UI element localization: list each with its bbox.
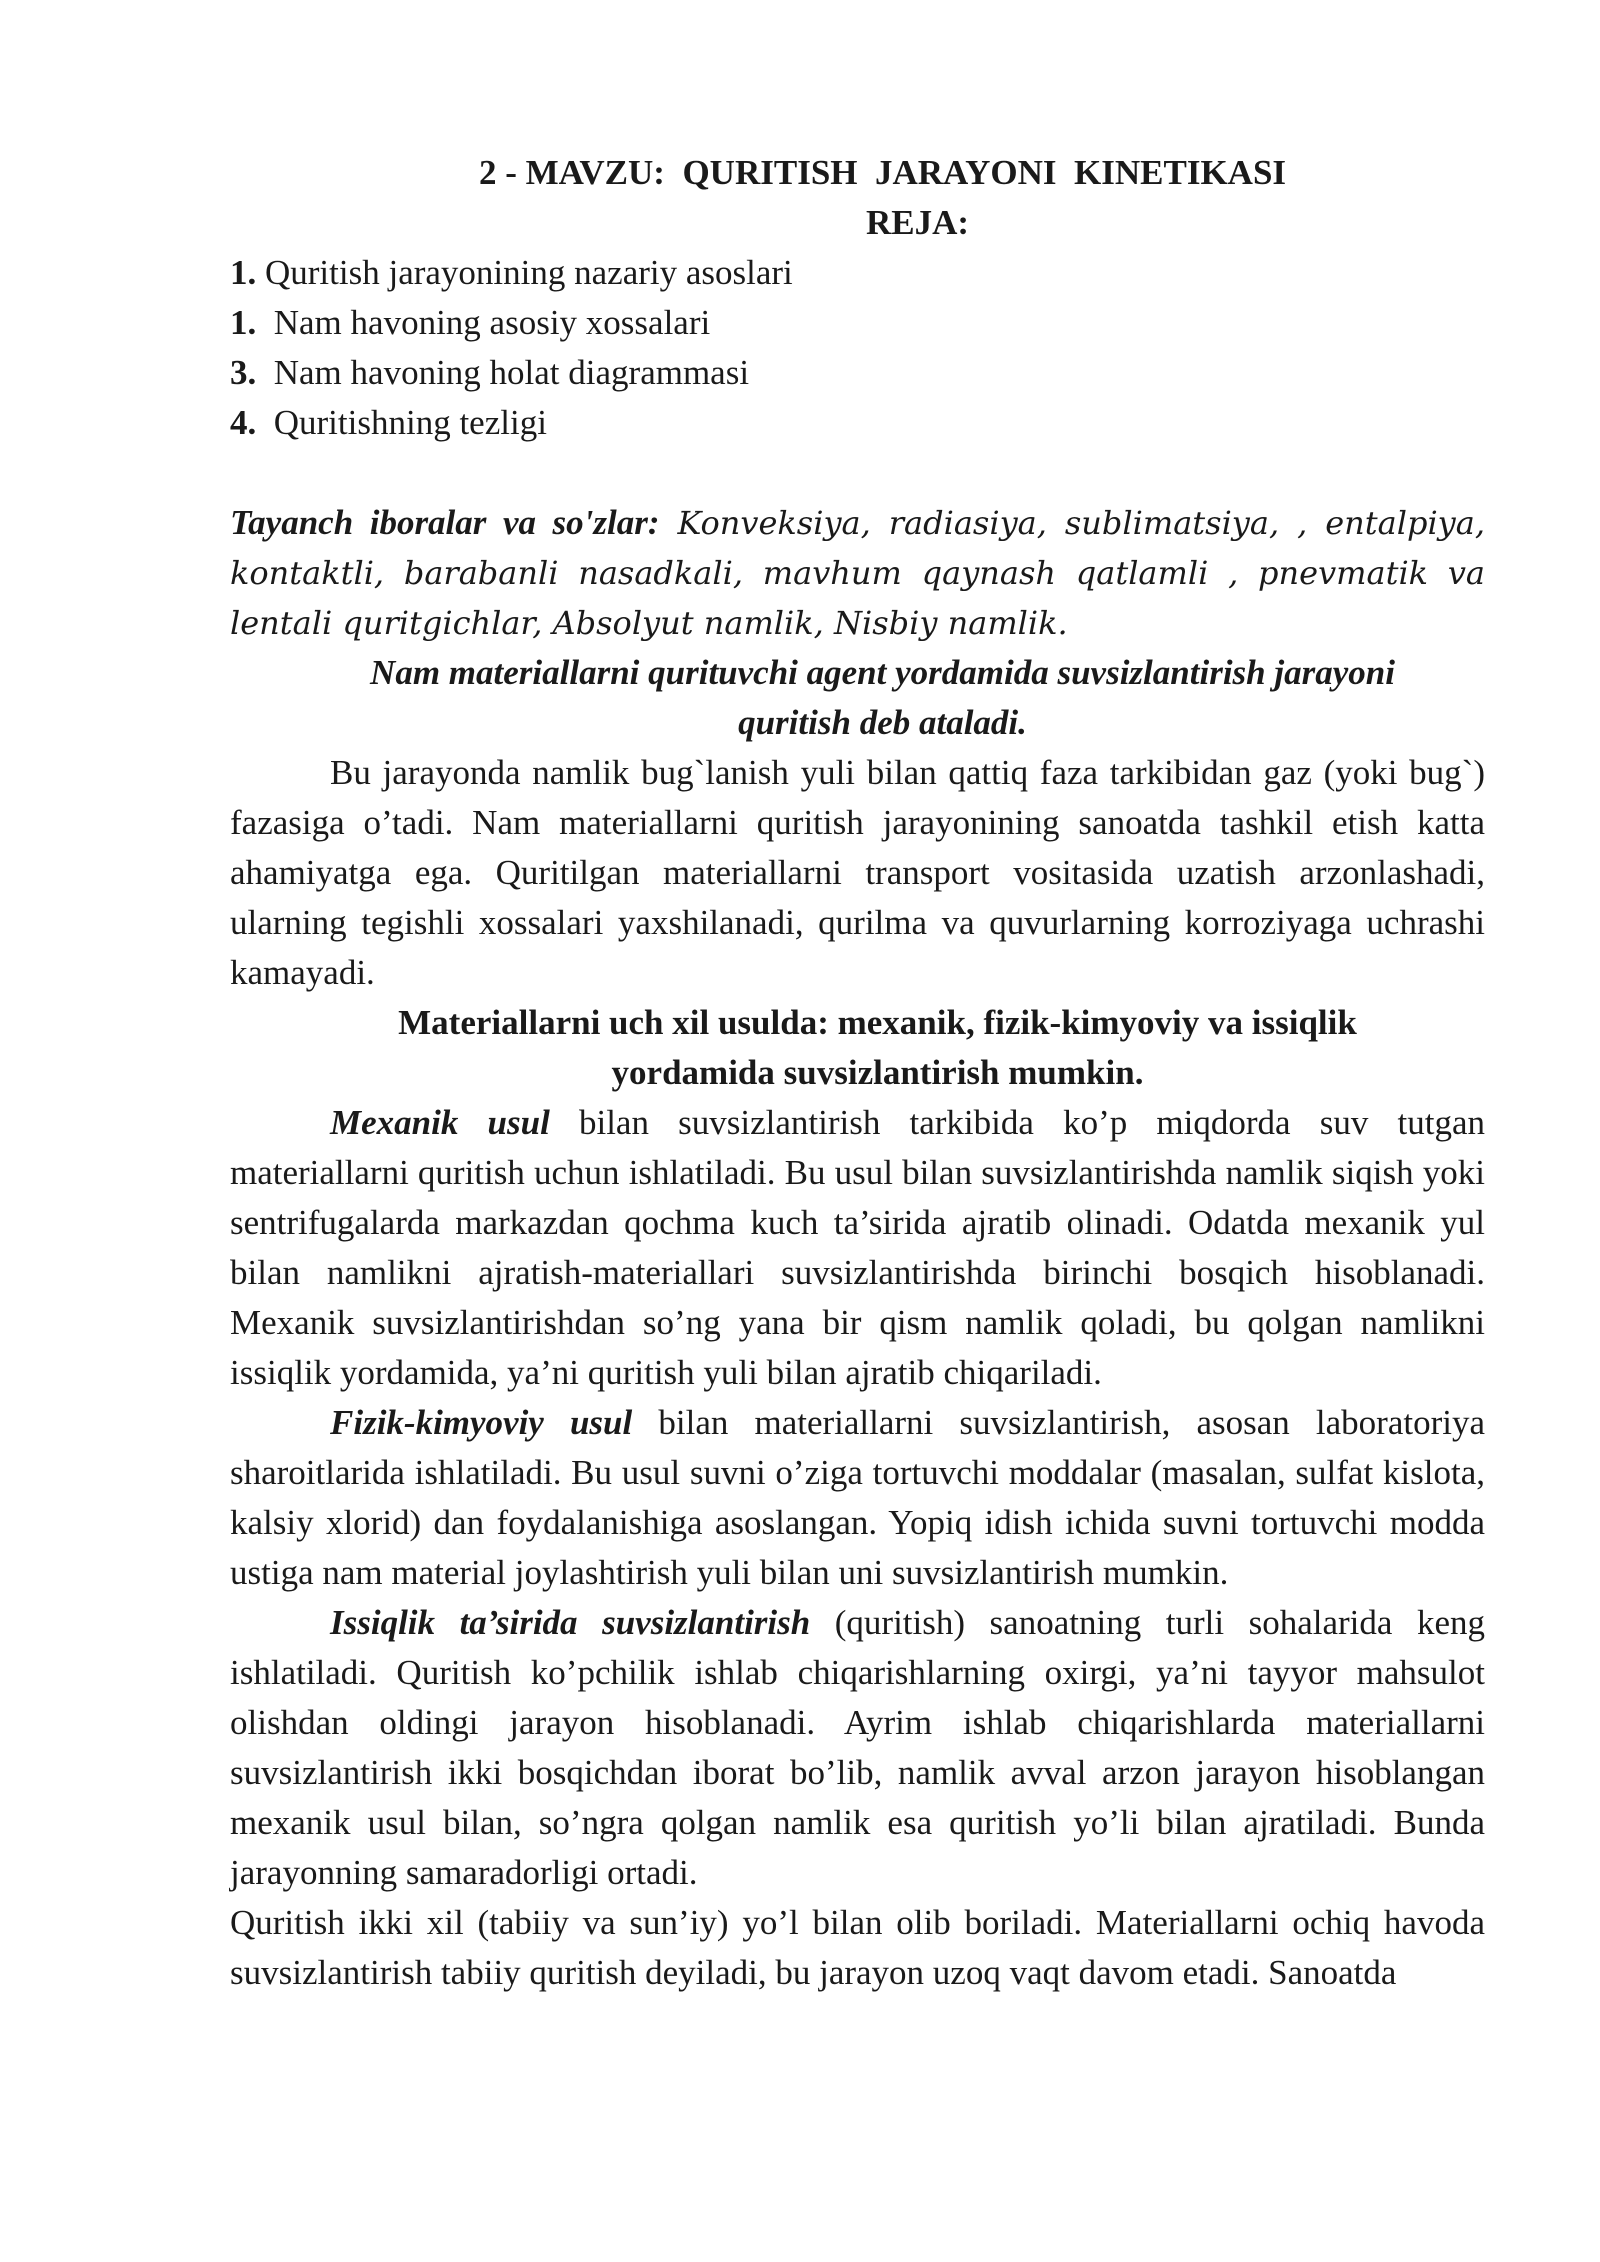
plan-item-text: Quritishning tezligi bbox=[256, 403, 547, 442]
paragraph-physchem bbox=[230, 1398, 1485, 1598]
keywords-text: Konveksiya, radiasiya, sublimatsiya, , entalpiya, kontaktli, barabanli nasadkali, mavhum qaynash qatlamli , pnevmatik va lentali quritgichlar, Absolyut namlik, Nisbiy namlik. bbox=[230, 504, 1485, 642]
paragraph-intro: Bu jarayonda namlik bug`lanish yuli bilan qattiq faza tarkibidan gaz (yoki bug`) fazasiga o’tadi. Nam materiallarni quritish jarayonining sanoatda tashkil etish katta ahamiyatga ega. Quritilgan materiallarni transport vositasida uzatish arzonlashadi, ularning tegishli xossalari yaxshilanadi, qurilma va quvurlarning korroziyaga uchrashi kamayadi. bbox=[230, 753, 1485, 992]
methods-heading-line: Materiallarni uch xil usulda: mexanik, fizik-kimyoviy va issiqlik bbox=[398, 1003, 1357, 1042]
term-physchem: Fizik-kimyoviy usul bbox=[330, 1403, 633, 1442]
plan-item-number: 1. bbox=[230, 253, 257, 292]
term-mechanical: Mexanik usul bbox=[330, 1103, 550, 1142]
text-thermal: (quritish) sanoatning turli sohalarida keng ishlatiladi. Quritish ko’pchilik ishlab chiqarishlarning oxirgi, ya’ni tayyor mahsulot olishdan oldingi jarayon hisoblanadi. Ayrim ishlab chiqarishlarda materiallarni suvsizlantirish ikki bosqichdan iborat bo’lib, namlik avval arzon jarayon hisoblangan mexanik usul bilan, so’ngra qolgan namlik esa quritish yo’li bilan ajratiladi. Bunda jarayonning samaradorligi ortadi. bbox=[230, 1603, 1485, 1892]
text-physchem: bilan materiallarni suvsizlantirish, asosan laboratoriya sharoitlarida ishlatiladi. Bu usul suvni o’ziga tortuvchi moddalar (masalan, sulfat kislota, kalsiy xlorid) dan foydalanishiga asoslangan. Yopiq idish ichida suvni tortuvchi modda ustiga nam material joylashtirish yuli bilan uni suvsizlantirish mumkin. bbox=[230, 1403, 1485, 1592]
paragraph-mechanical bbox=[230, 1098, 1485, 1398]
methods-heading bbox=[230, 998, 1485, 1098]
methods-heading-line: yordamida suvsizlantirish mumkin. bbox=[611, 1053, 1144, 1092]
definition bbox=[230, 648, 1485, 748]
page-title: 2 - MAVZU: QURITISH JARAYONI KINETIKASI bbox=[478, 153, 1287, 192]
plan-item-text: Quritish jarayonining nazariy asoslari bbox=[256, 253, 793, 292]
plan-item-number: 3. bbox=[230, 353, 257, 392]
paragraph-thermal bbox=[230, 1598, 1485, 1898]
plan-item-number: 1. bbox=[230, 303, 257, 342]
definition-line: quritish deb ataladi. bbox=[738, 703, 1027, 742]
plan-item bbox=[230, 248, 1485, 298]
plan-list bbox=[230, 248, 1485, 448]
plan-heading: REJA: bbox=[865, 203, 970, 242]
document-page bbox=[230, 148, 1485, 1998]
definition-line: Nam materiallarni qurituvchi agent yordamida suvsizlantirish jarayoni bbox=[370, 653, 1395, 692]
text-mechanical: bilan suvsizlantirish tarkibida ko’p miqdorda suv tutgan materiallarni quritish uchun ishlatiladi. Bu usul bilan suvsizlantirishda namlik siqish yoki sentrifugalarda markazdan qochma kuch ta’sirida ajratib olinadi. Odatda mexanik yul bilan namlikni ajratish-materiallari suvsizlantirishda birinchi bosqich hisoblanadi. Mexanik suvsizlantirishdan so’ng yana bir qism namlik qoladi, bu qolgan namlikni issiqlik yordamida, ya’ni quritish yuli bilan ajratib chiqariladi. bbox=[230, 1103, 1485, 1392]
plan-item bbox=[230, 348, 1485, 398]
term-thermal: Issiqlik ta’sirida suvsizlantirish bbox=[330, 1603, 811, 1642]
plan-item-number: 4. bbox=[230, 403, 257, 442]
plan-item bbox=[230, 298, 1485, 348]
plan-item-text: Nam havoning holat diagrammasi bbox=[256, 353, 750, 392]
plan-item bbox=[230, 398, 1485, 448]
plan-item-text: Nam havoning asosiy xossalari bbox=[256, 303, 711, 342]
keywords-paragraph bbox=[230, 498, 1485, 648]
paragraph-last: Quritish ikki xil (tabiiy va sun’iy) yo’l bilan olib boriladi. Materiallarni ochiq havoda suvsizlantirish tabiiy quritish deyiladi, bu jarayon uzoq vaqt davom etadi. Sanoatda bbox=[230, 1903, 1485, 1992]
spacer bbox=[230, 448, 1485, 498]
keywords-label: Tayanch iboralar va so'zlar: bbox=[230, 503, 660, 542]
